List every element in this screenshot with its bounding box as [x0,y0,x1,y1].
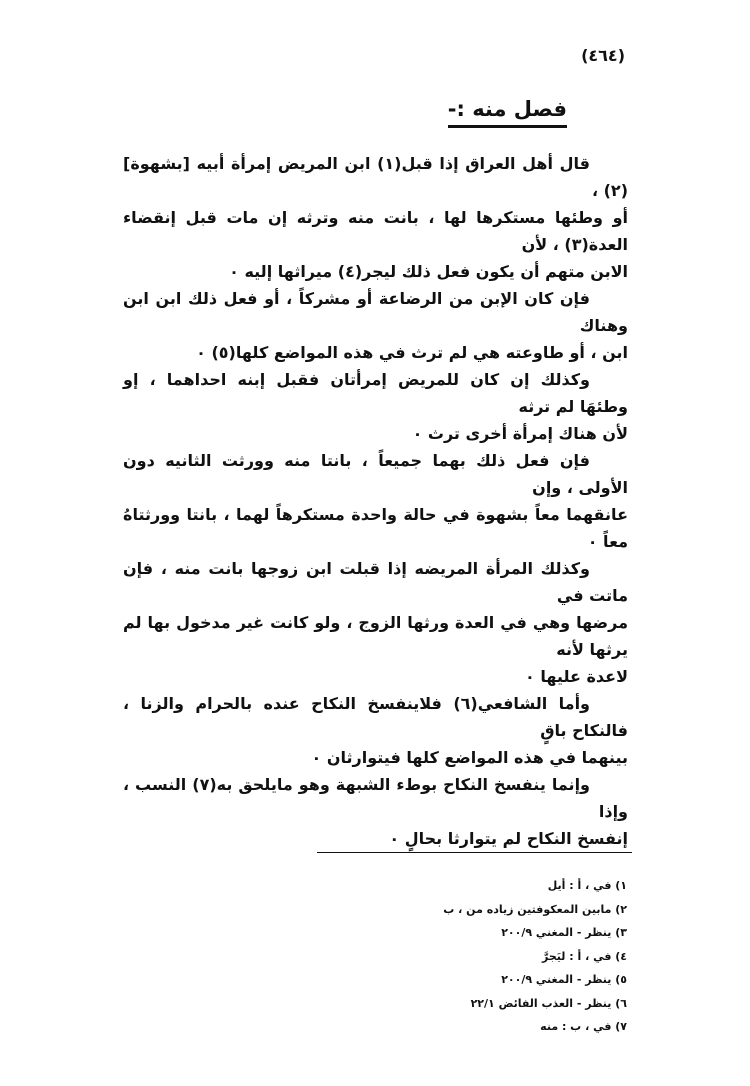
body-line: قال أهل العراق إذا قبل(١) ابن المريض إمرأة أبيه [بشهوة](٢) ، [123,154,628,200]
body-line: وإنما ينفسخ النكاح بوطء الشبهة وهو مايلحق به(٧) النسب ، وإذا [123,775,628,821]
body-line: وأما الشافعي(٦) فلاينفسخ النكاح عنده بالحرام والزنا ، فالنكاح باقٍ [123,694,628,740]
footnote-item: ٢) مابين المعكوفتين زياده من ، ب [443,902,627,916]
section-heading: فصل منه :- [448,95,567,128]
body-line: فإن كان الإبن من الرضاعة أو مشركاً ، أو فعل ذلك ابن ابن وهناك [123,289,628,335]
body-line: وكذلك المرأة المريضه إذا قبلت ابن زوجها بانت منه ، فإن ماتت في [123,559,628,605]
footnote-item: ٦) ينظر - العذب الفائض ٢٢/١ [470,996,627,1010]
body-line: أو وطئها مستكرها لها ، بانت منه وترثه إن مات قبل إنقضاء العدة(٣) ، لأن [123,208,628,254]
body-line: بينهما في هذه المواضع كلها فيتوارثان ٠ [311,748,628,767]
body-line: لأن هناك إمرأة أخرى ترث ٠ [412,424,628,443]
footnote-item: ١) في ، أ : أيل [547,879,627,892]
body-line: فإن فعل ذلك بهما جميعاً ، بانتا منه وورثت الثانيه دون الأولى ، وإن [123,451,628,497]
body-line: عانقهما معاً بشهوة في حالة واحدة مستكرهاً لهما ، بانتا وورثتاهُ معاً ٠ [123,505,628,551]
body-line: إنفسخ النكاح لم يتوارثا بحالٍ ٠ [389,829,628,848]
body-text [123,150,628,852]
footnote-item: ٥) ينظر - المغني ٢٠٠/٩ [501,973,627,986]
footnote-item: ٧) في ، ب : منه [540,1020,627,1033]
footnotes-list [307,874,627,1039]
body-line: وكذلك إن كان للمريض إمرأتان فقبل إبنه احداهما ، إو وطئهَا لم ترثه [123,370,628,416]
body-line: لاعدة عليها ٠ [525,667,628,686]
body-line: مرضها وهي في العدة ورثها الزوج ، ولو كانت غير مدخول بها لم يرثها لأنه [123,613,628,659]
footnote-item: ٤) في ، أ : ليَجرَّ [542,949,627,963]
page-number: (٤٦٤) [581,46,625,65]
footnote-item: ٣) ينظر - المغني ٢٠٠/٩ [501,926,627,939]
body-line: الابن متهم أن يكون فعل ذلك ليجر(٤) ميراثها إليه ٠ [229,262,628,281]
footnote-divider [317,852,632,853]
body-line: ابن ، أو طاوعته هي لم ترث في هذه المواضع كلها(٥) ٠ [196,343,628,362]
